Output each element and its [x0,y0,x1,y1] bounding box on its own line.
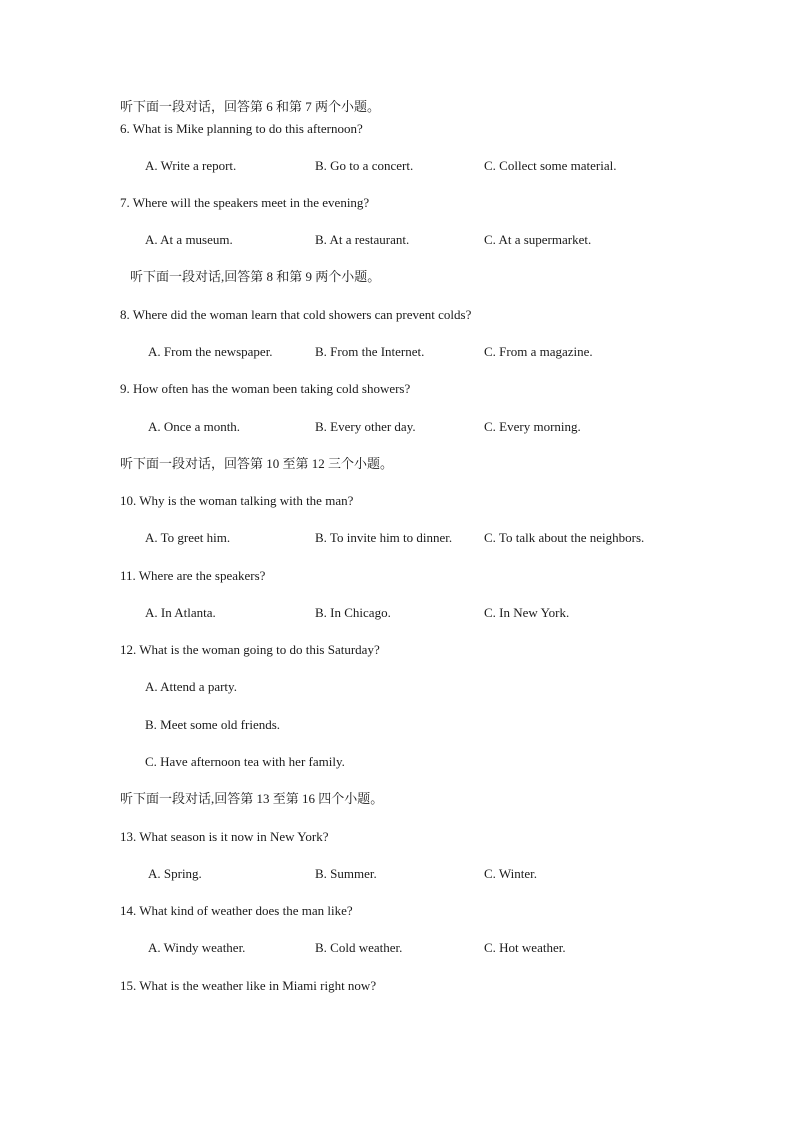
q8-option-a: A. From the newspaper. [148,344,273,359]
question-11: 11. Where are the speakers? [120,568,266,583]
section-intro-13-16: 听下面一段对话,回答第 13 至第 16 四个小题。 [120,791,384,806]
q13-option-c: C. Winter. [484,866,538,881]
q14-option-b: B. Cold weather. [315,940,403,955]
question-8: 8. Where did the woman learn that cold showers can prevent colds? [120,307,472,322]
q11-option-b: B. In Chicago. [315,605,391,620]
question-10: 10. Why is the woman talking with the man? [120,493,354,508]
q9-option-b: B. Every other day. [315,419,416,434]
q6-option-a: A. Write a report. [145,158,237,173]
q13-option-b: B. Summer. [315,866,377,881]
q9-option-a: A. Once a month. [148,419,241,434]
q8-option-b: B. From the Internet. [315,344,425,359]
q7-option-c: C. At a supermarket. [484,232,592,247]
question-9: 9. How often has the woman been taking cold showers? [120,381,411,396]
q13-option-a: A. Spring. [148,866,202,881]
q11-option-c: C. In New York. [484,605,570,620]
q11-option-a: A. In Atlanta. [145,605,216,620]
section-intro-8-9: 听下面一段对话,回答第 8 和第 9 两个小题。 [130,269,381,284]
q8-option-c: C. From a magazine. [484,344,593,359]
q7-option-a: A. At a museum. [145,232,233,247]
q12-option-c: C. Have afternoon tea with her family. [145,754,345,769]
q10-option-b: B. To invite him to dinner. [315,530,453,545]
question-14: 14. What kind of weather does the man like? [120,903,353,918]
q7-option-b: B. At a restaurant. [315,232,410,247]
q6-option-b: B. Go to a concert. [315,158,414,173]
q14-option-a: A. Windy weather. [148,940,246,955]
q10-option-c: C. To talk about the neighbors. [484,530,645,545]
q12-option-b: B. Meet some old friends. [145,717,281,732]
question-7: 7. Where will the speakers meet in the evening? [120,195,370,210]
question-15: 15. What is the weather like in Miami right now? [120,978,377,993]
section-intro-10-12: 听下面一段对话，回答第 10 至第 12 三个小题。 [120,456,394,471]
section-intro-6-7: 听下面一段对话，回答第 6 和第 7 两个小题。 [120,99,381,114]
q10-option-a: A. To greet him. [145,530,231,545]
question-6: 6. What is Mike planning to do this afternoon? [120,121,363,136]
q9-option-c: C. Every morning. [484,419,581,434]
question-12: 12. What is the woman going to do this Saturday? [120,642,380,657]
question-13: 13. What season is it now in New York? [120,829,329,844]
q12-option-a: A. Attend a party. [145,679,237,694]
q6-option-c: C. Collect some material. [484,158,617,173]
q14-option-c: C. Hot weather. [484,940,566,955]
